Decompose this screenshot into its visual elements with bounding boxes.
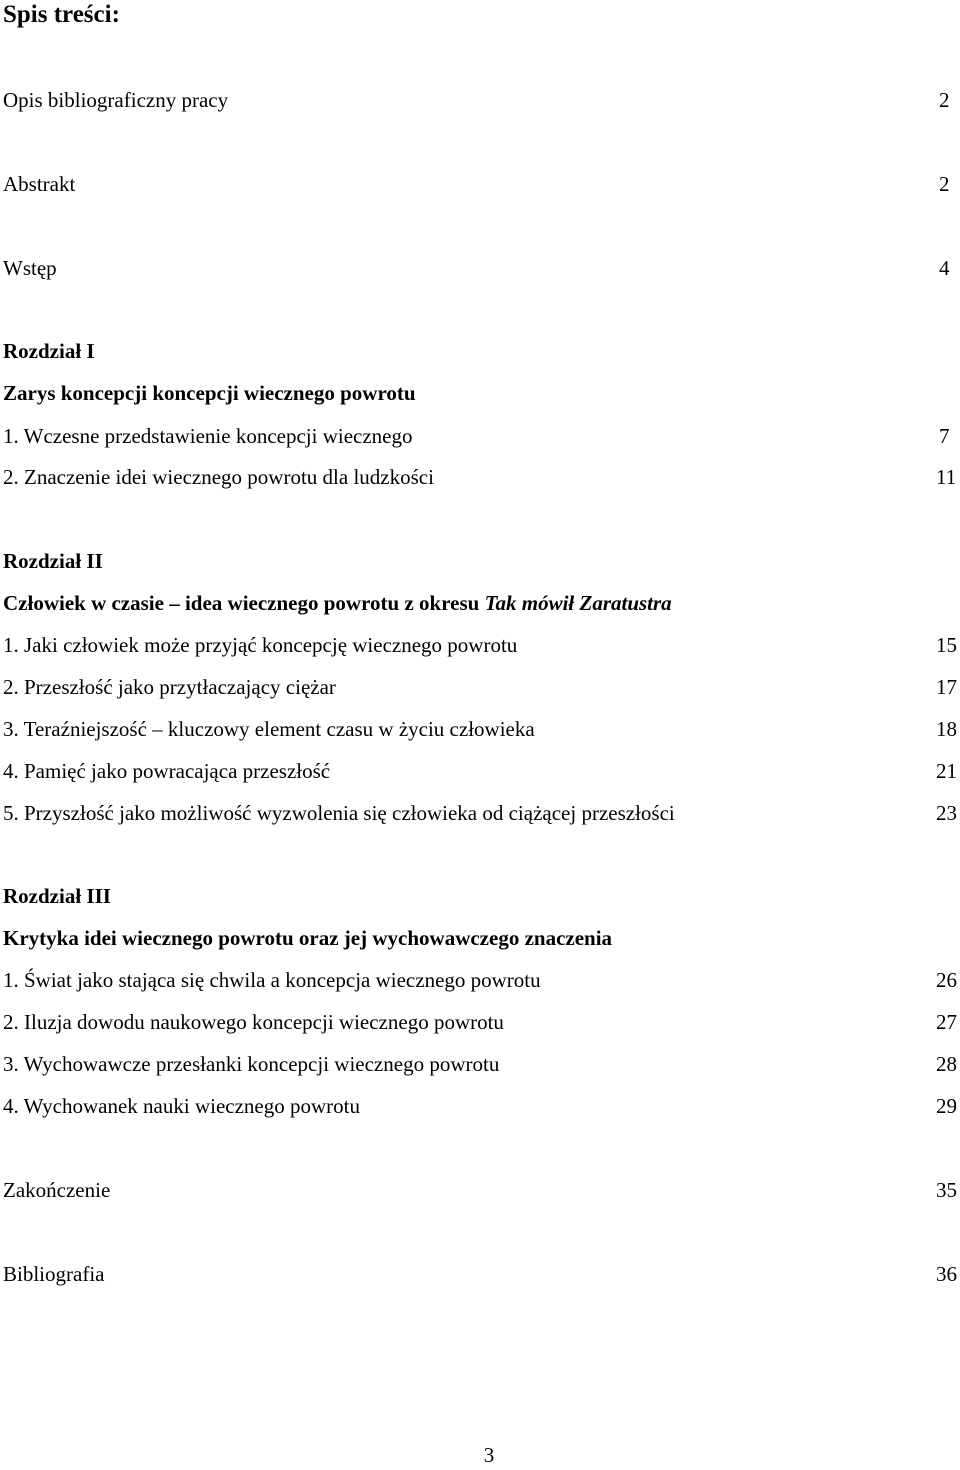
toc-entry-page: 18 (936, 717, 957, 741)
chapter-title-italic: Tak mówił Zaratustra (484, 591, 672, 615)
chapter-2-heading (3, 546, 960, 576)
toc-entry-label: 2. Iluzja dowodu naukowego koncepcji wiecznego powrotu (3, 1010, 504, 1034)
toc-entry-ch2-1[interactable] (3, 630, 960, 660)
toc-entry-zakonczenie[interactable] (3, 1175, 960, 1205)
toc-entry-label: Opis bibliograficzny pracy (3, 88, 229, 112)
chapter-3-title (3, 923, 960, 953)
toc-entry-page: 23 (936, 801, 957, 825)
toc-entry-label: 4. Pamięć jako powracająca przeszłość (3, 759, 331, 783)
page-title: Spis treści: (3, 1, 120, 28)
chapter-title-label (3, 588, 672, 618)
toc-entry-ch1-2[interactable] (3, 462, 960, 492)
chapter-1-title (3, 378, 960, 408)
toc-entry-page: 26 (936, 968, 957, 992)
toc-entry-label: Zakończenie (3, 1178, 111, 1202)
toc-entry-page: 27 (936, 1010, 957, 1034)
toc-entry-page: 29 (936, 1094, 957, 1118)
chapter-heading-label: Rozdział I (3, 339, 95, 363)
chapter-heading-label: Rozdział II (3, 549, 103, 573)
chapter-1-heading (3, 336, 960, 366)
chapter-heading-label: Rozdział III (3, 884, 111, 908)
toc-entry-page: 2 (939, 172, 950, 196)
toc-entry-ch3-3[interactable] (3, 1049, 960, 1079)
toc-entry-page: 2 (939, 88, 950, 112)
toc-entry-ch2-4[interactable] (3, 756, 960, 786)
toc-entry-label: Abstrakt (3, 172, 76, 196)
toc-entry-label: 2. Znaczenie idei wiecznego powrotu dla ludzkości (3, 465, 434, 489)
toc-entry-ch1-1[interactable] (3, 421, 960, 451)
toc-entry-ch3-1[interactable] (3, 965, 960, 995)
chapter-title-text: Człowiek w czasie – idea wiecznego powrotu z okresu (3, 591, 485, 615)
toc-entry-abstrakt[interactable] (3, 169, 960, 199)
toc-entry-ch2-2[interactable] (3, 672, 960, 702)
toc-entry-ch2-5[interactable] (3, 798, 960, 828)
toc-entry-page: 15 (936, 633, 957, 657)
toc-entry-bibliografia[interactable] (3, 1259, 960, 1289)
toc-entry-label: 2. Przeszłość jako przytłaczający ciężar (3, 675, 336, 699)
toc-entry-ch3-4[interactable] (3, 1091, 960, 1121)
toc-entry-label: 1. Wczesne przedstawienie koncepcji wiecznego (3, 424, 413, 448)
toc-entry-label: 3. Teraźniejszość – kluczowy element czasu w życiu człowieka (3, 717, 535, 741)
toc-entry-page: 11 (936, 465, 957, 489)
toc-entry-ch2-3[interactable] (3, 714, 960, 744)
toc-entry-label: Wstęp (3, 256, 57, 280)
toc-entry-page: 17 (936, 675, 957, 699)
toc-entry-label: 5. Przyszłość jako możliwość wyzwolenia się człowieka od ciążącej przeszłości (3, 801, 675, 825)
toc-entry-page: 28 (936, 1052, 957, 1076)
toc-entry-page: 7 (939, 424, 950, 448)
toc-entry-page: 21 (936, 759, 957, 783)
chapter-title-label: Zarys koncepcji koncepcji wiecznego powrotu (3, 381, 416, 405)
toc-entry-label: 1. Jaki człowiek może przyjąć koncepcję wiecznego powrotu (3, 633, 518, 657)
toc-entry-page: 35 (936, 1178, 957, 1202)
toc-entry-wstep[interactable] (3, 253, 960, 283)
chapter-title-label: Krytyka idei wiecznego powrotu oraz jej wychowawczego znaczenia (3, 926, 613, 950)
toc-entry-label: Bibliografia (3, 1262, 105, 1286)
chapter-3-heading (3, 881, 960, 911)
toc-entry-ch3-2[interactable] (3, 1007, 960, 1037)
toc-entry-label: 1. Świat jako stająca się chwila a koncepcja wiecznego powrotu (3, 968, 541, 992)
toc-entry-label: 3. Wychowawcze przesłanki koncepcji wiecznego powrotu (3, 1052, 500, 1076)
toc-entry-label: 4. Wychowanek nauki wiecznego powrotu (3, 1094, 360, 1118)
toc-entry-page: 36 (936, 1262, 957, 1286)
page-number: 3 (483, 1443, 495, 1467)
toc-entry-page: 4 (939, 256, 950, 280)
toc-entry-opis[interactable] (3, 85, 960, 115)
chapter-2-title (3, 588, 960, 618)
